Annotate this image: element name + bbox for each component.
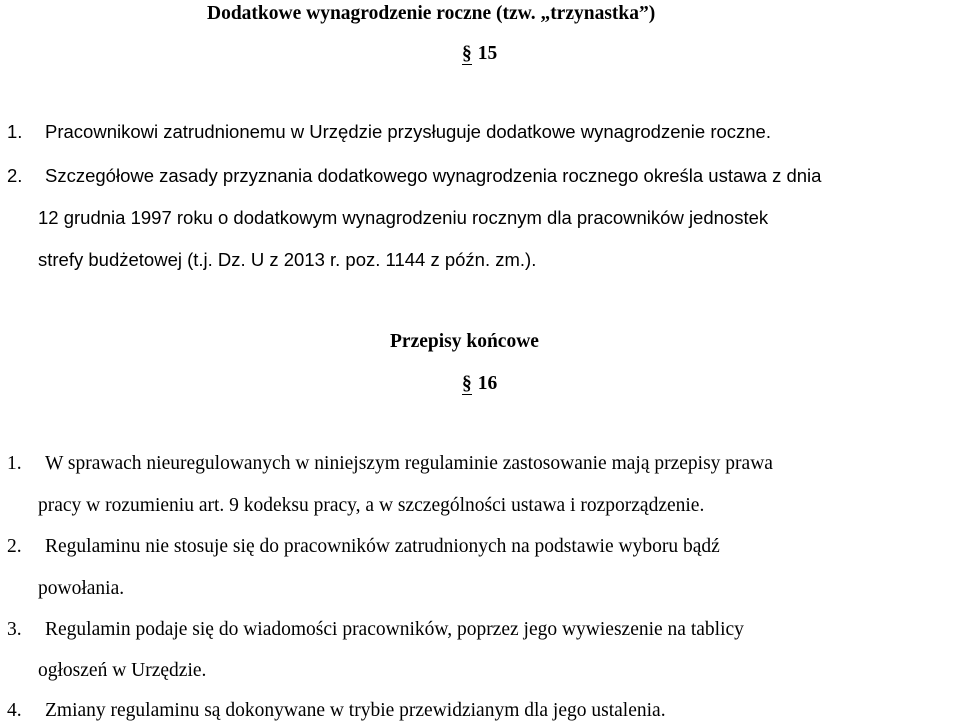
list-item-continuation: pracy w rozumieniu art. 9 kodeksu pracy, a w szczególności ustawa i rozporządzenie. — [38, 495, 705, 516]
list-item: 1. Pracownikowi zatrudnionemu w Urzędzie przysługuje dodatkowe wynagrodzenie roczne. — [7, 121, 771, 142]
list-item: 4. Zmiany regulaminu są dokonywane w trybie przewidzianym dla jego ustalenia. — [7, 700, 666, 721]
paragraph-sign-icon: § — [462, 373, 472, 394]
list-item-continuation: strefy budżetowej (t.j. Dz. U z 2013 r. poz. 1144 z późn. zm.). — [38, 249, 537, 270]
section-heading-final-provisions: Przepisy końcowe — [390, 331, 539, 352]
list-item: 1. W sprawach nieuregulowanych w niniejszym regulaminie zastosowanie mają przepisy prawa — [7, 453, 773, 474]
paragraph-number-16: § 16 — [462, 373, 498, 394]
paragraph-number-15: § 15 — [462, 43, 498, 64]
list-item: 2. Szczegółowe zasady przyznania dodatkowego wynagrodzenia rocznego określa ustawa z dnia — [7, 165, 822, 186]
list-item: 2. Regulaminu nie stosuje się do pracowników zatrudnionych na podstawie wyboru bądź — [7, 536, 720, 557]
paragraph-sign-icon: § — [462, 43, 472, 64]
list-item-continuation: 12 grudnia 1997 roku o dodatkowym wynagrodzeniu rocznym dla pracowników jednostek — [38, 207, 769, 228]
section-heading-bonus: Dodatkowe wynagrodzenie roczne (tzw. „trzynastka”) — [207, 3, 656, 24]
list-item-continuation: ogłoszeń w Urzędzie. — [38, 660, 207, 681]
list-item-continuation: powołania. — [38, 578, 125, 599]
list-item: 3. Regulamin podaje się do wiadomości pracowników, poprzez jego wywieszenie na tablicy — [7, 619, 744, 640]
